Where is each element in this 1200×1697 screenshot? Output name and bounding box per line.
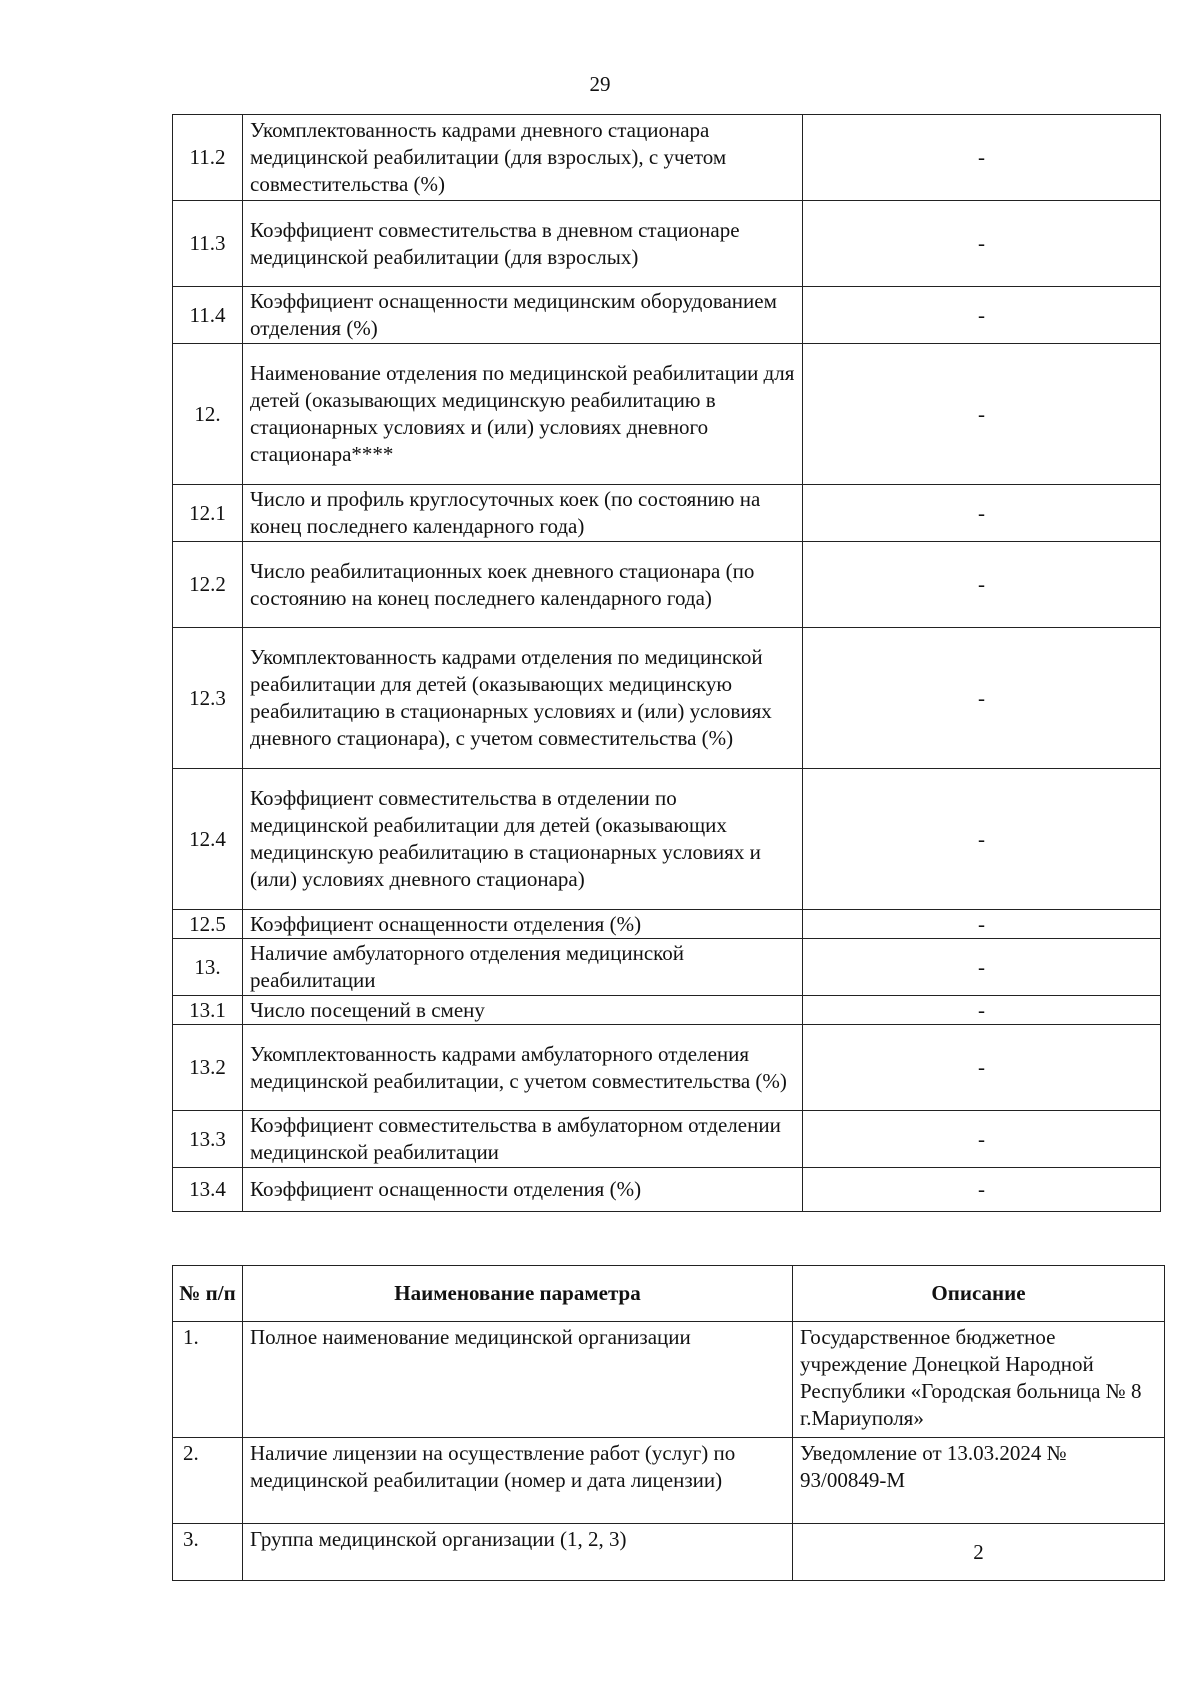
row-number: 13.3	[173, 1111, 243, 1168]
table-header-row	[173, 1266, 1165, 1322]
row-value: -	[803, 201, 1161, 287]
table-row	[173, 1111, 1161, 1168]
row-number: 13.4	[173, 1168, 243, 1212]
table-row	[173, 910, 1161, 939]
row-number: 12.2	[173, 542, 243, 628]
table-row	[173, 485, 1161, 542]
table-row	[173, 344, 1161, 485]
row-description: 2	[793, 1524, 1165, 1581]
row-number: 13.	[173, 939, 243, 996]
row-value: -	[803, 996, 1161, 1025]
table-row	[173, 115, 1161, 201]
row-number: 12.4	[173, 769, 243, 910]
row-value: -	[803, 1111, 1161, 1168]
row-parameter: Коэффициент оснащенности отделения (%)	[243, 1168, 803, 1212]
row-value: -	[803, 542, 1161, 628]
row-number: 2.	[173, 1438, 243, 1524]
table-row	[173, 1524, 1165, 1581]
row-value: -	[803, 939, 1161, 996]
table-row	[173, 1025, 1161, 1111]
row-value: -	[803, 115, 1161, 201]
table-row	[173, 201, 1161, 287]
row-value: -	[803, 344, 1161, 485]
row-number: 11.3	[173, 201, 243, 287]
row-number: 3.	[173, 1524, 243, 1581]
row-number: 12.5	[173, 910, 243, 939]
header-parameter: Наименование параметра	[243, 1266, 793, 1322]
header-description: Описание	[793, 1266, 1165, 1322]
table-row	[173, 1168, 1161, 1212]
row-parameter: Полное наименование медицинской организации	[243, 1322, 793, 1438]
header-number: № п/п	[173, 1266, 243, 1322]
row-number: 13.2	[173, 1025, 243, 1111]
row-description: Государственное бюджетное учреждение Донецкой Народной Республики «Городская больница № 8 г.Мариуполя»	[793, 1322, 1165, 1438]
row-parameter: Укомплектованность кадрами отделения по медицинской реабилитации для детей (оказывающих медицинскую реабилитацию в стационарных условиях и (или) условиях дневного стационара), с учетом совместительства (%)	[243, 628, 803, 769]
row-number: 11.2	[173, 115, 243, 201]
row-parameter: Коэффициент оснащенности отделения (%)	[243, 910, 803, 939]
table-row	[173, 1322, 1165, 1438]
row-parameter: Укомплектованность кадрами амбулаторного отделения медицинской реабилитации, с учетом совместительства (%)	[243, 1025, 803, 1111]
row-number: 13.1	[173, 996, 243, 1025]
row-parameter: Группа медицинской организации (1, 2, 3)	[243, 1524, 793, 1581]
row-value: -	[803, 769, 1161, 910]
row-parameter: Число реабилитационных коек дневного стационара (по состоянию на конец последнего календарного года)	[243, 542, 803, 628]
table-row	[173, 628, 1161, 769]
row-number: 12.1	[173, 485, 243, 542]
row-value: -	[803, 628, 1161, 769]
row-parameter: Коэффициент совместительства в дневном стационаре медицинской реабилитации (для взрослых)	[243, 201, 803, 287]
organization-info-table	[172, 1265, 1165, 1581]
row-number: 12.3	[173, 628, 243, 769]
row-number: 12.	[173, 344, 243, 485]
row-parameter: Коэффициент совместительства в амбулаторном отделении медицинской реабилитации	[243, 1111, 803, 1168]
row-value: -	[803, 485, 1161, 542]
row-value: -	[803, 1025, 1161, 1111]
row-parameter: Число и профиль круглосуточных коек (по состоянию на конец последнего календарного года)	[243, 485, 803, 542]
page-number: 29	[589, 72, 611, 96]
row-parameter: Наименование отделения по медицинской реабилитации для детей (оказывающих медицинскую реабилитацию в стационарных условиях и (или) условиях дневного стационара****	[243, 344, 803, 485]
row-parameter: Наличие лицензии на осуществление работ (услуг) по медицинской реабилитации (номер и дата лицензии)	[243, 1438, 793, 1524]
row-value: -	[803, 1168, 1161, 1212]
row-parameter: Наличие амбулаторного отделения медицинской реабилитации	[243, 939, 803, 996]
table-row	[173, 769, 1161, 910]
row-parameter: Укомплектованность кадрами дневного стационара медицинской реабилитации (для взрослых), с учетом совместительства (%)	[243, 115, 803, 201]
row-parameter: Коэффициент совместительства в отделении по медицинской реабилитации для детей (оказывающих медицинскую реабилитацию в стационарных условиях и (или) условиях дневного стационара)	[243, 769, 803, 910]
parameters-table-continued	[172, 114, 1161, 1212]
row-value: -	[803, 287, 1161, 344]
table-row	[173, 542, 1161, 628]
row-number: 1.	[173, 1322, 243, 1438]
row-description: Уведомление от 13.03.2024 № 93/00849-М	[793, 1438, 1165, 1524]
row-parameter: Число посещений в смену	[243, 996, 803, 1025]
table-row	[173, 996, 1161, 1025]
table-row	[173, 287, 1161, 344]
row-number: 11.4	[173, 287, 243, 344]
table-row	[173, 939, 1161, 996]
table-row	[173, 1438, 1165, 1524]
row-parameter: Коэффициент оснащенности медицинским оборудованием отделения (%)	[243, 287, 803, 344]
row-value: -	[803, 910, 1161, 939]
